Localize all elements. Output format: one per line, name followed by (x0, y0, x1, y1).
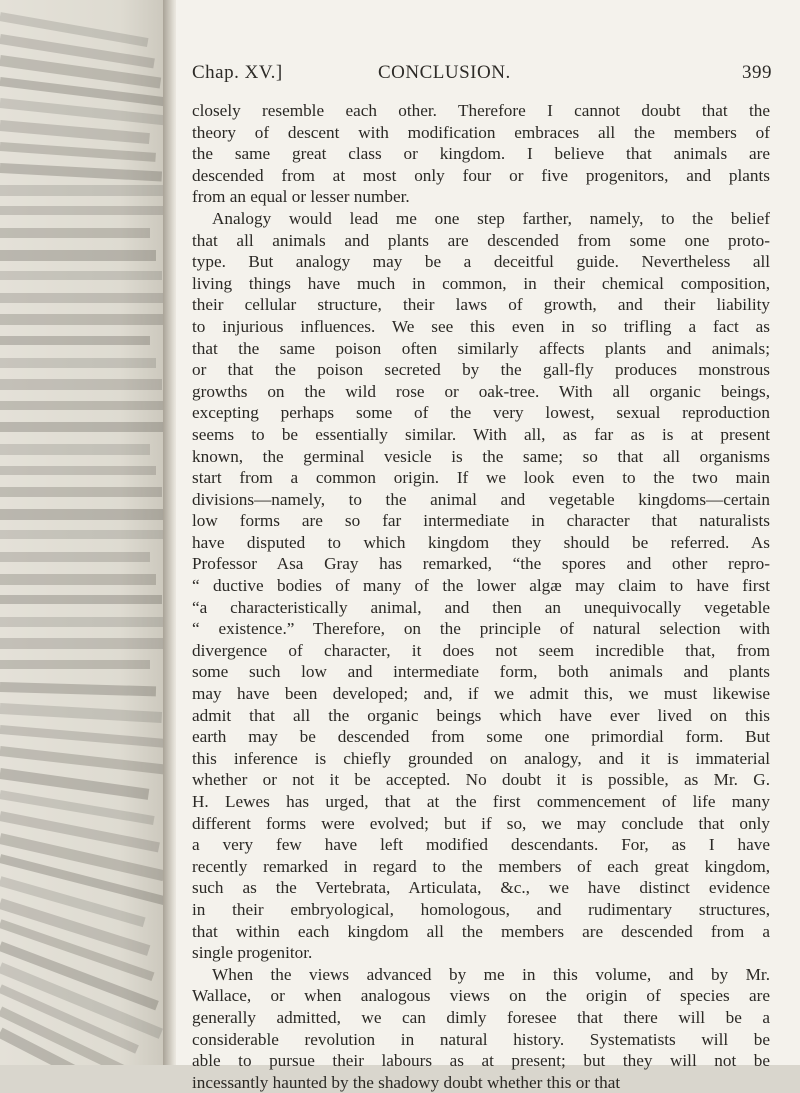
text-line: divisions—namely, to the animal and vegetable kingdoms—certain (192, 489, 770, 509)
facing-page-text-band (0, 293, 168, 303)
text-line: seems to be essentially similar. With all, as far as is at present (192, 424, 770, 444)
facing-page-text-band (0, 250, 156, 261)
text-line: divergence of character, it does not seem incredible that, from (192, 640, 770, 660)
text-line: or that the poison secreted by the gall-fly produces monstrous (192, 360, 770, 380)
page-number: 399 (742, 62, 772, 83)
chapter-title: CONCLUSION. (378, 62, 511, 83)
facing-page-text-band (0, 574, 156, 585)
text-line: type. But analogy may be a deceitful guide. Nevertheless all (192, 252, 770, 272)
facing-page-text-band (0, 876, 146, 927)
text-line: generally admitted, we can dimly foresee that there will be a (192, 1007, 770, 1027)
facing-page-text-band (0, 444, 150, 455)
chapter-label: Chap. XV.] (192, 62, 283, 83)
text-line: “ ductive bodies of many of the lower algæ may claim to have first (192, 576, 770, 596)
facing-page-text-band (0, 703, 162, 723)
text-line: in their embryological, homologous, and rudimentary structures, (192, 899, 770, 919)
text-line: earth may be descended from some one primordial form. But (192, 727, 770, 747)
text-line: start from a common origin. If we look even to the two main (192, 468, 770, 488)
text-line: to injurious influences. We see this even in so trifling a fact as (192, 316, 770, 336)
facing-page-text-band (0, 638, 172, 649)
facing-page-text-band (0, 358, 156, 368)
facing-page-text-band (0, 379, 162, 390)
text-line: Wallace, or when analogous views on the origin of species are (192, 986, 770, 1006)
text-line: Analogy would lead me one step farther, namely, to the belief (212, 208, 770, 228)
facing-page-text-band (0, 163, 162, 181)
text-line: from an equal or lesser number. (192, 187, 410, 207)
facing-page-text-band (0, 660, 150, 669)
text-line: that the same poison often similarly affects plants and animals; (192, 338, 770, 358)
text-line: a very few have left modified descendants. For, as I have (192, 835, 770, 855)
text-line: this inference is chiefly grounded on analogy, and it is immaterial (192, 748, 770, 768)
text-line: When the views advanced by me in this volume, and by Mr. (212, 964, 770, 984)
text-line: growths on the wild rose or oak-tree. With all organic beings, (192, 381, 770, 401)
facing-page-text-band (0, 336, 150, 345)
text-line: some such low and intermediate form, both animals and plants (192, 662, 770, 682)
text-line: theory of descent with modification embraces all the members of (192, 122, 770, 142)
body-text (192, 100, 770, 1093)
text-line: incessantly haunted by the shadowy doubt whether this or that (192, 1072, 621, 1092)
facing-page-text-band (0, 466, 156, 475)
facing-page-text-band (0, 422, 172, 432)
text-line: single progenitor. (192, 943, 313, 963)
facing-page-text-band (0, 682, 156, 696)
facing-page-text-band (0, 595, 162, 604)
text-line: H. Lewes has urged, that at the first commencement of life many (192, 792, 770, 811)
facing-page-text-band (0, 185, 168, 196)
text-line: low forms are so far intermediate in character that naturalists (192, 511, 770, 531)
running-head (192, 62, 772, 86)
text-line: descended from at most only four or five progenitors, and plants (192, 165, 770, 185)
text-line: “ existence.” Therefore, on the principle of natural selection with (192, 619, 770, 639)
text-line: admit that all the organic beings which have ever lived on this (192, 705, 770, 725)
facing-page-text-band (0, 271, 162, 280)
text-line: known, the germinal vesicle is the same; so that all organisms (192, 446, 770, 466)
facing-page-text-band (0, 617, 168, 627)
facing-page-text-band (0, 120, 150, 144)
text-line: Professor Asa Gray has remarked, “the spores and other repro- (192, 554, 770, 574)
text-line: that within each kingdom all the members are descended from a (192, 921, 770, 941)
text-line: living things have much in common, in their chemical composition, (192, 273, 770, 293)
text-line: different forms were evolved; but if so, we may conclude that only (192, 813, 770, 833)
text-line: “a characteristically animal, and then an unequivocally vegetable (192, 597, 770, 617)
facing-page-text-band (0, 206, 172, 215)
facing-page-text-band (0, 487, 162, 497)
facing-page-text-band (0, 142, 156, 162)
text-line: such as the Vertebrata, Articulata, &c., we have distinct evidence (192, 878, 770, 898)
text-line: whether or not it be accepted. No doubt it is possible, as Mr. G. (192, 770, 770, 790)
facing-page-text-band (0, 530, 172, 539)
text-line: recently remarked in regard to the members of each great kingdom, (192, 856, 770, 876)
text-line: their cellular structure, their laws of growth, and their liability (192, 295, 770, 315)
facing-page-text-band (0, 552, 150, 562)
facing-page-text-band (0, 509, 168, 520)
text-line: that all animals and plants are descended from some one proto- (192, 230, 770, 250)
facing-page-text-band (0, 725, 168, 748)
text-line: closely resemble each other. Therefore I cannot doubt that the (192, 101, 770, 120)
text-line: have disputed to which kingdom they should be referred. As (192, 532, 770, 552)
text-line: considerable revolution in natural history. Systematists will be (192, 1029, 770, 1049)
text-line: the same great class or kingdom. I believe that animals are (192, 144, 770, 164)
text-line: excepting perhaps some of the very lowest, sexual reproduction (192, 403, 770, 423)
facing-page-text-band (0, 401, 168, 410)
facing-page-text-band (0, 228, 150, 238)
text-line: able to pursue their labours as at present; but they will not be (192, 1051, 770, 1071)
facing-page-text-band (0, 314, 172, 325)
text-line: may have been developed; and, if we admit this, we must likewise (192, 684, 770, 704)
facing-page (0, 0, 172, 1065)
